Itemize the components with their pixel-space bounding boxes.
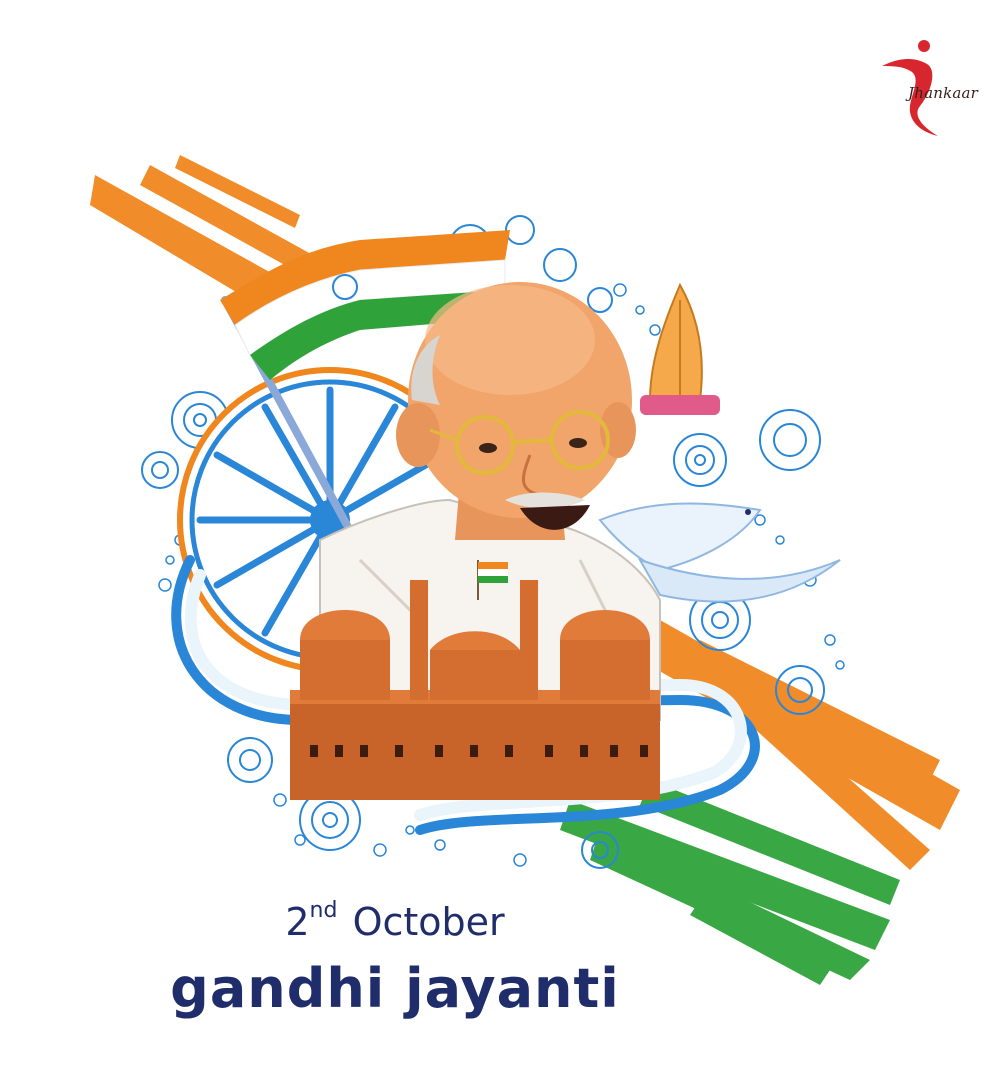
headline-title: gandhi jayanti (170, 957, 620, 1020)
day-number: 2 (285, 900, 310, 944)
month: October (352, 900, 505, 944)
day-suffix: nd (309, 898, 338, 924)
brand-name: Jhankaar (908, 84, 979, 102)
brand-logo (872, 36, 992, 146)
namaste-hands (640, 285, 720, 415)
date-caption (0, 900, 790, 944)
